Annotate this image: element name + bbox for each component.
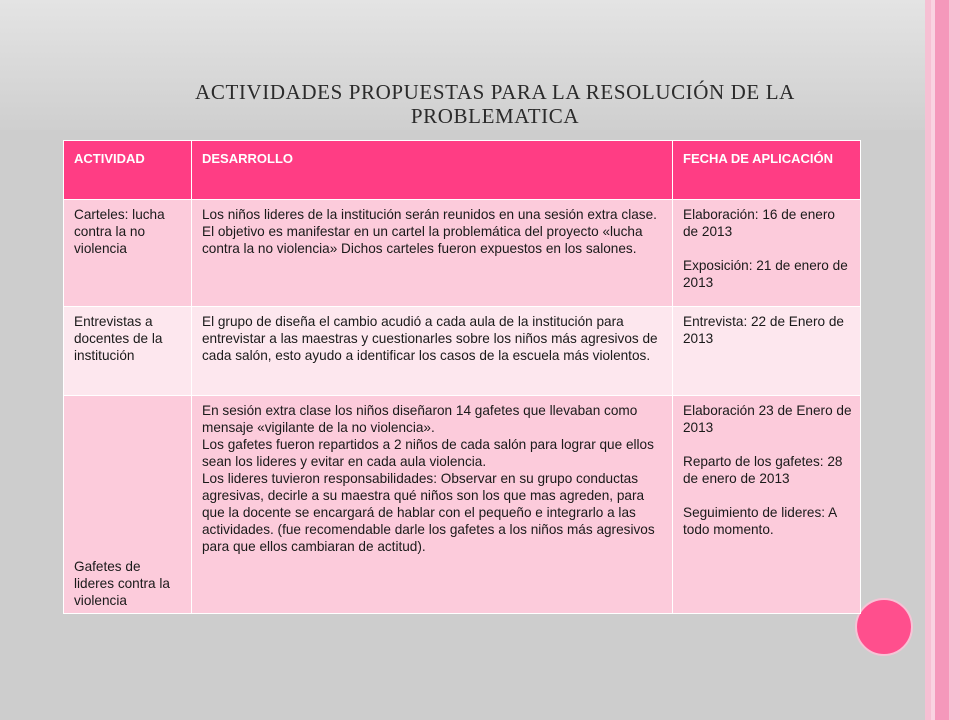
cell-desarrollo: Los niños lideres de la institución serán reunidos en una sesión extra clase. El objetivo es manifestar en un cartel la problemática del proyecto «lucha contra la no violencia» Dichos carteles fueron expuestos en los salones. xyxy=(192,200,673,307)
cell-actividad: Gafetes de lideres contra la violencia xyxy=(64,396,192,614)
fecha-item: Elaboración 23 de Enero de 2013 xyxy=(683,403,852,435)
table-row xyxy=(64,200,861,307)
fecha-item: Entrevista: 22 de Enero de 2013 xyxy=(683,314,844,346)
slide-title xyxy=(120,80,870,128)
decorative-stripe xyxy=(935,0,949,720)
header-desarrollo: DESARROLLO xyxy=(192,141,673,200)
cell-fecha xyxy=(673,200,861,307)
fecha-item: Elaboración: 16 de enero de 2013 xyxy=(683,207,835,239)
decorative-stripe xyxy=(949,0,960,720)
desarrollo-paragraph: Los gafetes fueron repartidos a 2 niños de cada salón para lograr que ellos sean los lideres y evitar en cada aula violencia. xyxy=(202,437,654,469)
slide-title-line-2: PROBLEMATICA xyxy=(410,104,580,128)
cell-actividad: Entrevistas a docentes de la institución xyxy=(64,307,192,396)
fecha-item: Reparto de los gafetes: 28 de enero de 2013 xyxy=(683,454,843,486)
table-header-row xyxy=(64,141,861,200)
header-actividad: ACTIVIDAD xyxy=(64,141,192,200)
desarrollo-paragraph: Los lideres tuvieron responsabilidades: Observar en su grupo conductas agresivas, decirle a su maestra qué niños son los que mas agreden, para que la docente se encargará de hablar con el pequeño e integrarlo a las actividades. (fue recomendable darle los gafetes a los niños más agresivos para que ellos cambiaran de actitud). xyxy=(202,471,655,554)
fecha-item: Seguimiento de lideres: A todo momento. xyxy=(683,505,837,537)
cell-fecha xyxy=(673,396,861,614)
desarrollo-paragraph: En sesión extra clase los niños diseñaron 14 gafetes que llevaban como mensaje «vigilante de la no violencia». xyxy=(202,403,638,435)
fecha-item: Exposición: 21 de enero de 2013 xyxy=(683,258,848,290)
activities-table xyxy=(63,140,861,614)
table-row xyxy=(64,396,861,614)
table-row xyxy=(64,307,861,396)
cell-actividad: Carteles: lucha contra la no violencia xyxy=(64,200,192,307)
slide-title-line-1: ACTIVIDADES PROPUESTAS PARA LA RESOLUCIÓN DE LA xyxy=(195,80,795,104)
header-fecha: FECHA DE APLICACIÓN xyxy=(673,141,861,200)
cell-desarrollo xyxy=(192,396,673,614)
cell-fecha xyxy=(673,307,861,396)
decorative-circle xyxy=(855,598,913,656)
cell-desarrollo: El grupo de diseña el cambio acudió a cada aula de la institución para entrevistar a las maestras y cuestionarles sobre los niños más agresivos de cada salón, esto ayudo a identificar los casos de la escuela más violentos. xyxy=(192,307,673,396)
